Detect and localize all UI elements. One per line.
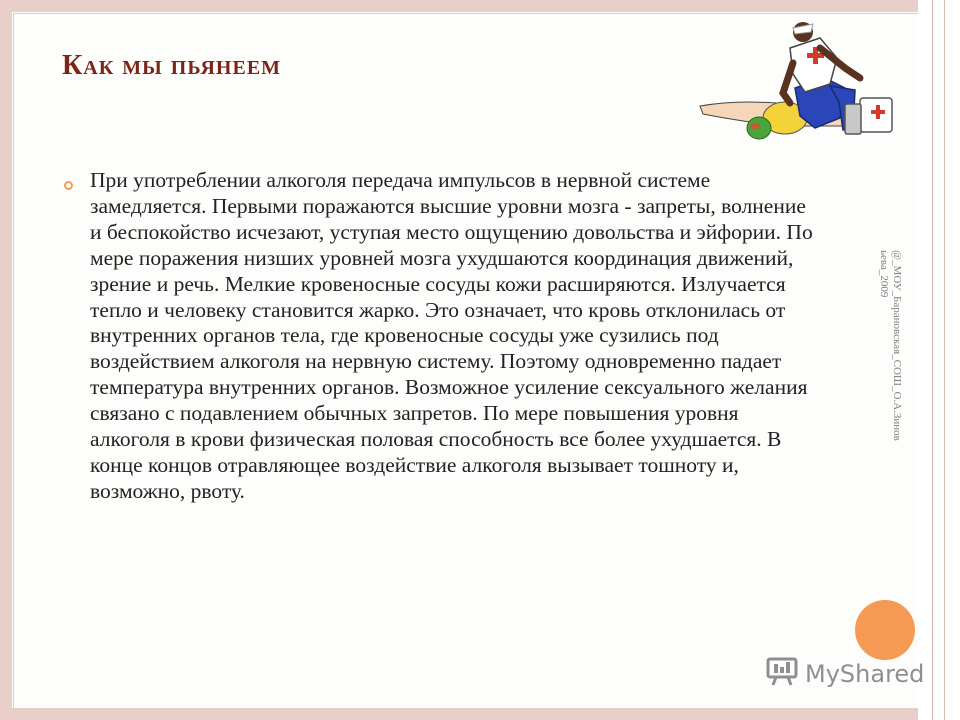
watermark bbox=[765, 656, 924, 691]
presentation-board-icon bbox=[765, 656, 799, 691]
right-margin-line bbox=[944, 0, 945, 720]
side-credit-text: @_МОУ_Барановская_СОШ_О.А.Зинов ьева_2009 bbox=[878, 250, 903, 441]
slide-title: Как мы пьянеем bbox=[62, 50, 282, 81]
first-aid-clipart-icon bbox=[695, 18, 900, 153]
accent-circle bbox=[855, 600, 915, 660]
slide-right-margin bbox=[918, 0, 960, 720]
slide-body-text: При употреблении алкоголя передача импульсов в нервной системе замедляется. Первыми поражаются высшие уровни мозга - запреты, волнение и беспокойство исчезают, уступая место ощущению довольства и эйфории. По мере поражения низших уровней мозга ухудшаются координация движений, зрение и речь. Мелкие кровеносные сосуды кожи расширяются. Излучается тепло и человеку становится жарко. Это означает, что кровь отклонилась от внутренних органов тела, где кровеносные сосуды уже сузились под воздействием алкоголя на нервную систему. Поэтому одновременно падает температура внутренних органов. Возможное усиление сексуального желания связано с подавлением обычных запретов. По мере повышения уровня алкоголя в крови физическая половая способность все более ухудшается. В конце концов отравляющее воздействие алкоголя вызывает тошноту и, возможно, рвоту. bbox=[90, 168, 813, 503]
watermark-label: MyShared bbox=[805, 659, 925, 688]
right-margin-line bbox=[932, 0, 933, 720]
bullet-marker bbox=[64, 181, 73, 190]
